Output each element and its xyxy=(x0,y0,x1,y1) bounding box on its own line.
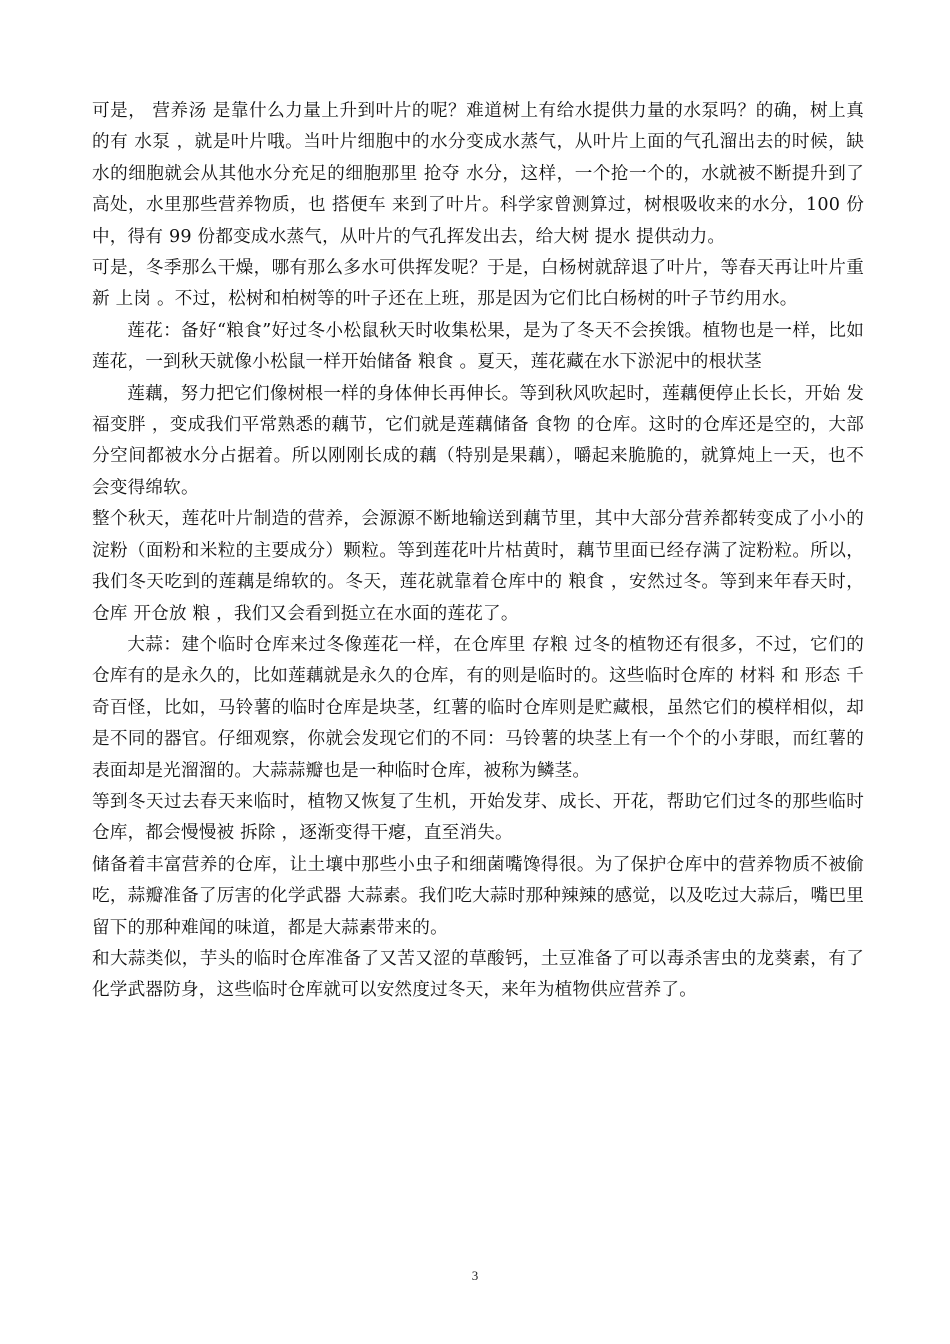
paragraph-winter-dry: 可是，冬季那么干燥，哪有那么多水可供挥发呢？于是，白杨树就辞退了叶片，等春天再让叶片重新 上岗 。不过，松树和柏树等的叶子还在上班，那是因为它们比白杨树的叶子节约用水。 xyxy=(92,258,864,310)
paragraph-water-pump: 可是， 营养汤 是靠什么力量上升到叶片的呢？难道树上有给水提供力量的水泵吗？的确，树上真的有 水泵 ，就是叶片哦。当叶片细胞中的水分变成水蒸气，从叶片上面的气孔溜出去的时候，缺水的细胞就会从其他水分充足的细胞那里 抢夺 水分，这样，一个抢一个的，水就被不断提升到了高处，水里那些营养物质，也 搭便车 来到了叶片。科学家曾测算过，树根吸收来的水分，100 份中，得有 99 份都变成水蒸气，从叶片的气孔挥发出去，给大树 提水 提供动力。 xyxy=(92,101,864,247)
document-body xyxy=(92,96,864,1007)
page-number: 3 xyxy=(471,1268,479,1283)
paragraph-garlic-intro: 大蒜：建个临时仓库来过冬像莲花一样，在仓库里 存粮 过冬的植物还有很多，不过，它们的仓库有的是永久的，比如莲藕就是永久的仓库，有的则是临时的。这些临时仓库的 材料 和 形态 千奇百怪，比如，马铃薯的临时仓库是块茎，红薯的临时仓库则是贮藏根，虽然它们的模样相似，却是不同的器官。仔细观察，你就会发现它们的不同：马铃薯的块茎上有一个个的小芽眼，而红薯的表面却是光溜溜的。大蒜蒜瓣也是一种临时仓库，被称为鳞茎。 xyxy=(92,634,864,781)
paragraph-spring-recovery: 等到冬天过去春天来临时，植物又恢复了生机，开始发芽、成长、开花，帮助它们过冬的那些临时仓库，都会慢慢被 拆除 ，逐渐变得干瘪，直至消失。 xyxy=(92,791,864,844)
paragraph-lotus-intro: 莲花：备好“粮食”好过冬小松鼠秋天时收集松果，是为了冬天不会挨饿。植物也是一样，比如莲花，一到秋天就像小松鼠一样开始储备 粮食 。夏天，莲花藏在水下淤泥中的根状茎 xyxy=(92,320,864,373)
paragraph-lotus-autumn: 整个秋天，莲花叶片制造的营养，会源源不断地输送到藕节里，其中大部分营养都转变成了小小的淀粉（面粉和米粒的主要成分）颗粒。等到莲花叶片枯黄时，藕节里面已经存满了淀粉粒。所以，我们冬天吃到的莲藕是绵软的。冬天，莲花就靠着仓库中的 粮食 ，安然过冬。等到来年春天时， 仓库 开仓放 粮 ，我们又会看到挺立在水面的莲花了。 xyxy=(92,509,864,624)
paragraph-lotus-root: 莲藕，努力把它们像树根一样的身体伸长再伸长。等到秋风吹起时，莲藕便停止长长，开始 发福变胖 ，变成我们平常熟悉的藕节，它们就是莲藕储备 食物 的仓库。这时的仓库还是空的，大部分空间都被水分占据着。所以刚刚长成的藕（特别是果藕），嚼起来脆脆的，就算炖上一天，也不会变得绵软。 xyxy=(92,383,864,498)
paragraph-garlic-defense: 储备着丰富营养的仓库，让土壤中那些小虫子和细菌嘴馋得很。为了保护仓库中的营养物质不被偷吃，蒜瓣准备了厉害的化学武器 大蒜素。我们吃大蒜时那种辣辣的感觉，以及吃过大蒜后，嘴巴里留下的那种难闻的味道，都是大蒜素带来的。 xyxy=(92,854,864,938)
paragraph-taro-potato: 和大蒜类似，芋头的临时仓库准备了又苦又涩的草酸钙，土豆准备了可以毒杀害虫的龙葵素，有了化学武器防身，这些临时仓库就可以安然度过冬天，来年为植物供应营养了。 xyxy=(92,948,864,1001)
